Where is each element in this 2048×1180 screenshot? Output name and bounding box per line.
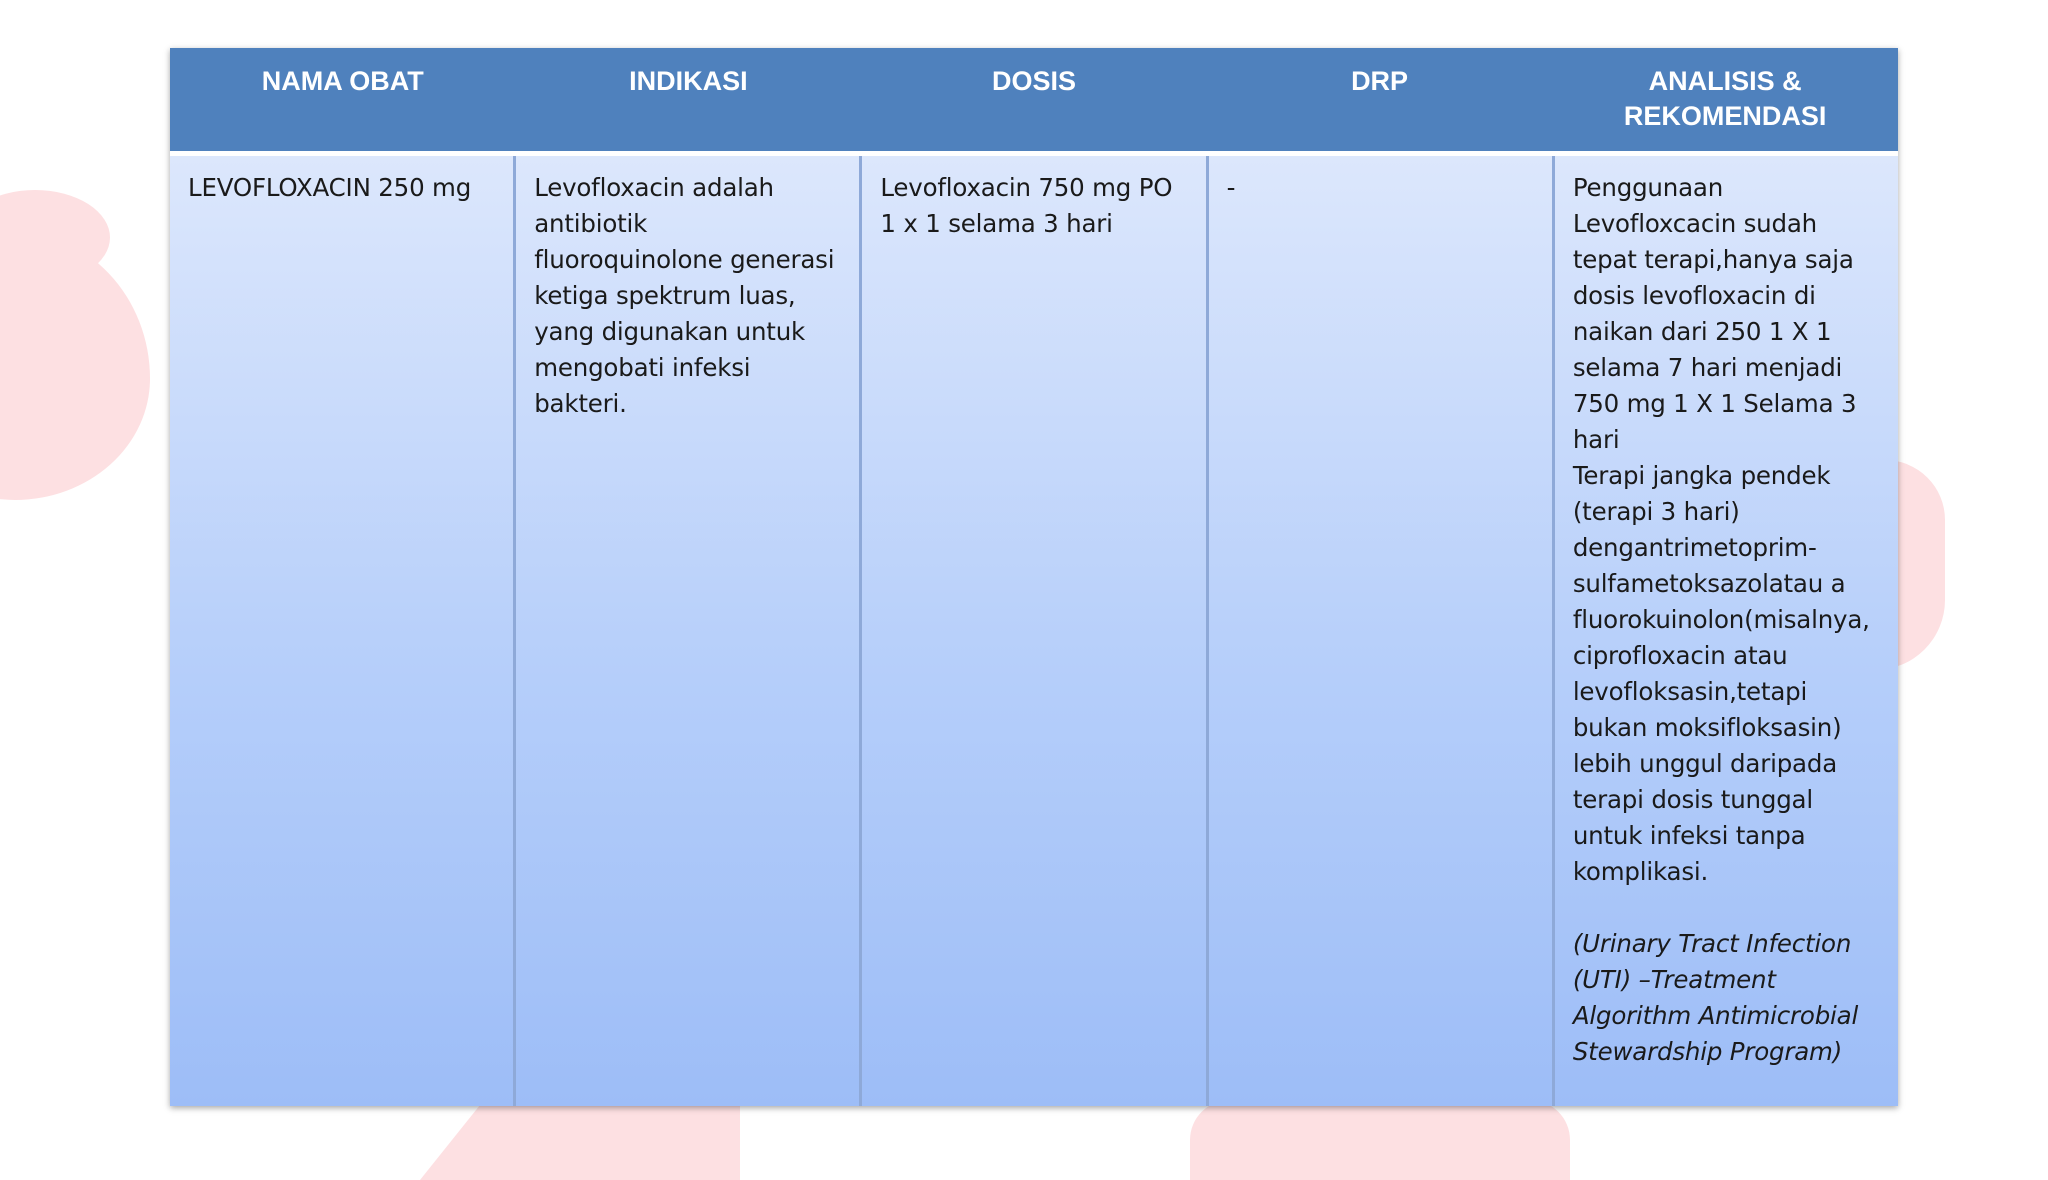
reference-citation: (Urinary Tract Infection (UTI) –Treatment Algorithm Antimicrobial Stewardship Program) [1572, 929, 1859, 1066]
table-row [170, 156, 1898, 1106]
cell-indikasi: Levofloxacin adalah antibiotik fluoroquinolone generasi ketiga spektrum luas, yang digunakan untuk mengobati infeksi bakteri. [516, 156, 862, 1106]
header-dosis: DOSIS [991, 66, 1076, 96]
background-decoration [420, 1100, 740, 1180]
cell-nama-obat: LEVOFLOXACIN 250 mg [170, 156, 516, 1106]
header-indikasi: INDIKASI [629, 66, 748, 96]
header-drp: DRP [1351, 66, 1409, 96]
cell-analisis-rekomendasi [1555, 156, 1898, 1106]
header-nama-obat: NAMA OBAT [261, 66, 424, 96]
table-header-row [170, 48, 1898, 156]
cell-dosis: Levofloxacin 750 mg PO 1 x 1 selama 3 hari [862, 156, 1208, 1106]
background-decoration [1190, 1100, 1570, 1180]
background-decoration [0, 230, 150, 500]
analisis-text: Penggunaan Levofloxcacin sudah tepat terapi,hanya saja dosis levofloxacin di naikan dari 250 1 X 1 selama 7 hari menjadi 750 mg 1 X 1 Selama 3 hari Terapi jangka pendek (terapi 3 hari) dengantrimetoprim- sulfametoksazolatau a fluorokuinolon(misalnya, ciprofloxacin atau levofloksasin,tetapi bukan moksifloksasin) lebih unggul daripada terapi dosis tunggal untuk infeksi tanpa komplikasi. [1572, 173, 1870, 886]
cell-drp: - [1209, 156, 1555, 1106]
header-analisis-rekomendasi: ANALISIS & REKOMENDASI [1623, 66, 1827, 131]
drug-analysis-table [170, 48, 1898, 1106]
